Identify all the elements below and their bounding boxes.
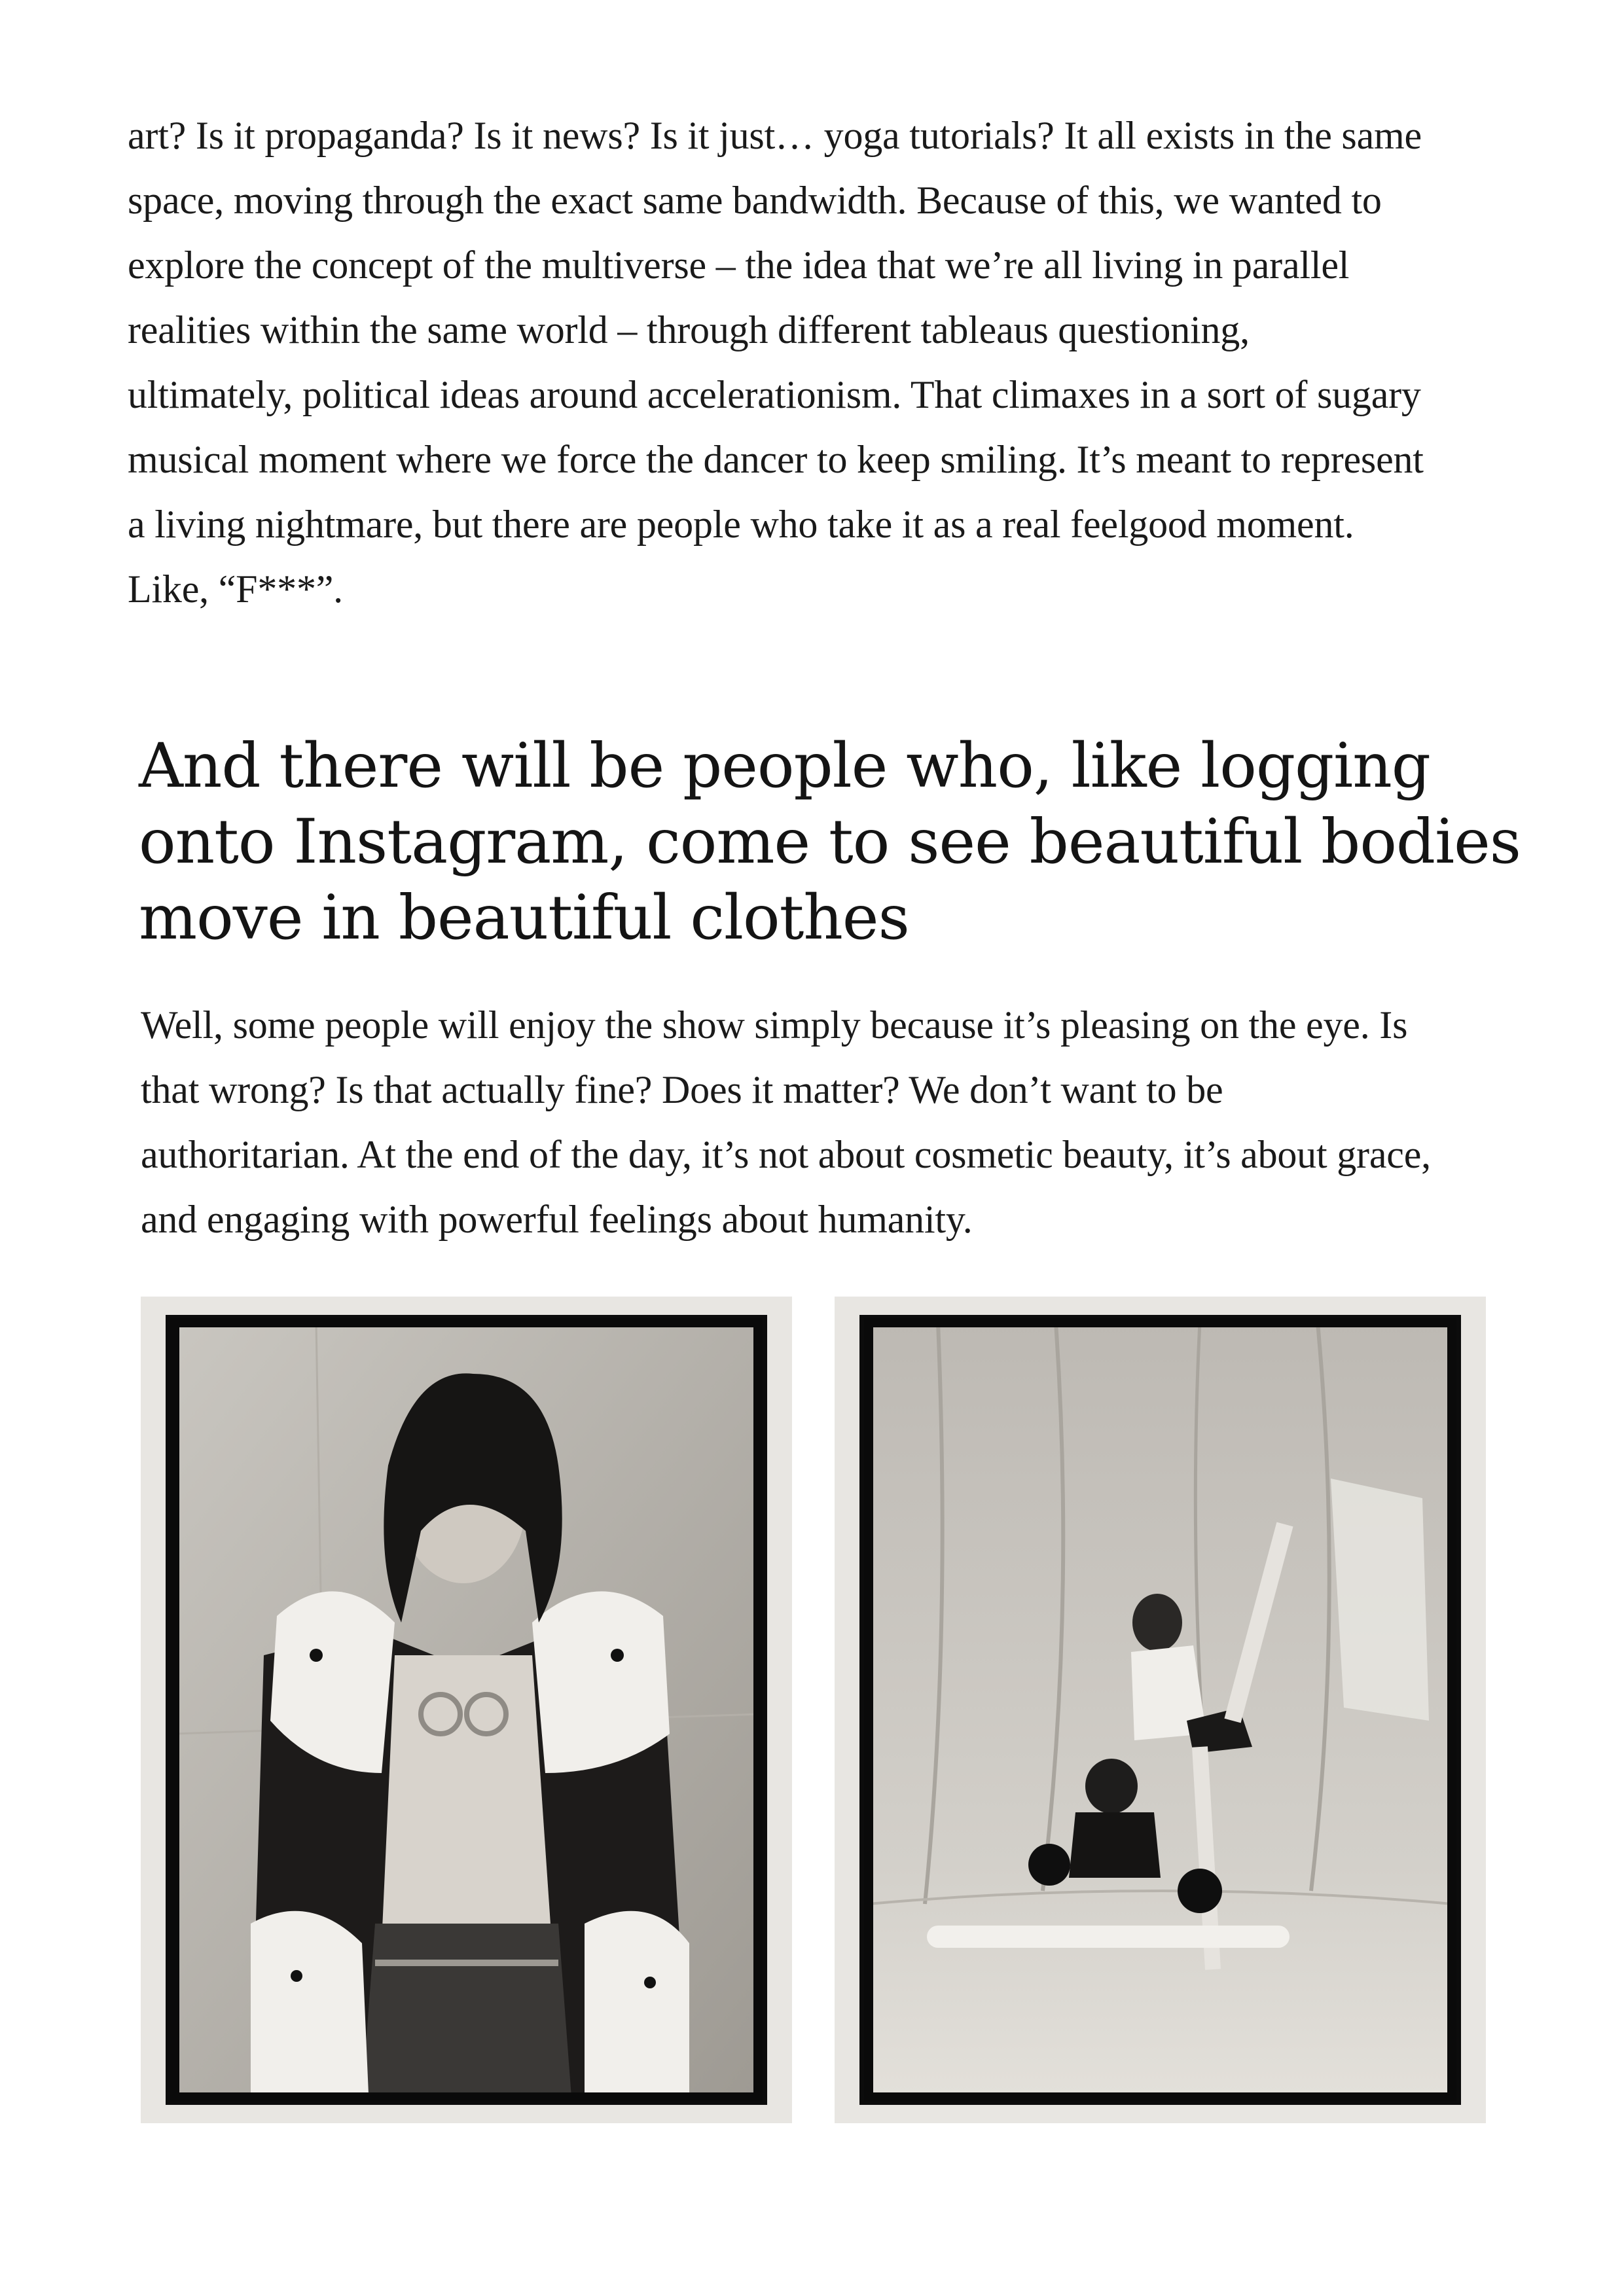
paragraph-line: a living nightmare, but there are people who take it as a real feelgood moment. (128, 503, 1354, 546)
paragraph-line: that wrong? Is that actually fine? Does it matter? We don’t want to be (141, 1068, 1223, 1111)
paragraph-line: authoritarian. At the end of the day, it’s not about cosmetic beauty, it’s about grace, (141, 1133, 1431, 1176)
pull-quote-line: onto Instagram, come to see beautiful bodies (139, 806, 1521, 878)
paragraph-line: realities within the same world – through different tableaus questioning, (128, 308, 1250, 351)
paragraph-line: space, moving through the exact same bandwidth. Because of this, we wanted to (128, 179, 1382, 222)
photo-illustration (859, 1315, 1461, 2105)
body-paragraph-2 (141, 993, 1535, 1252)
pull-quote-line: And there will be people who, like logging (139, 730, 1430, 802)
paragraph-line: art? Is it propaganda? Is it news? Is it just… yoga tutorials? It all exists in the same (128, 114, 1422, 157)
body-paragraph-1 (128, 103, 1522, 622)
pull-quote-heading (139, 728, 1521, 956)
paragraph-line: musical moment where we force the dancer to keep smiling. It’s meant to represent (128, 438, 1424, 481)
pull-quote-line: move in beautiful clothes (139, 882, 909, 954)
photo-image (166, 1315, 767, 2105)
photo-illustration (166, 1315, 767, 2105)
paragraph-line: Well, some people will enjoy the show simply because it’s pleasing on the eye. Is (141, 1003, 1408, 1047)
photo-image (859, 1315, 1461, 2105)
photo-model-fur-coat (141, 1297, 792, 2123)
paragraph-line: explore the concept of the multiverse – the idea that we’re all living in parallel (128, 243, 1350, 287)
photo-dancers-backdrop (835, 1297, 1486, 2123)
paragraph-line: Like, “F***”. (128, 567, 343, 611)
paragraph-line: ultimately, political ideas around accelerationism. That climaxes in a sort of sugary (128, 373, 1421, 416)
paragraph-line: and engaging with powerful feelings about humanity. (141, 1198, 973, 1241)
